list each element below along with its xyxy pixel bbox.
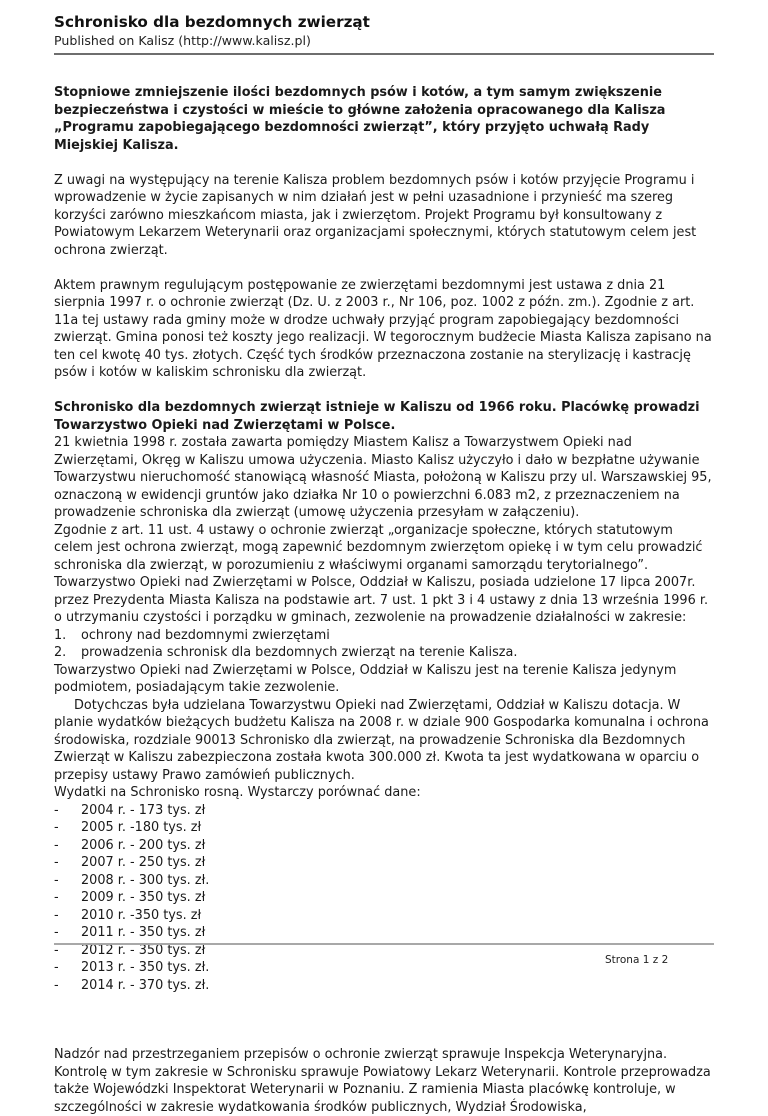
paragraph-grant: Dotychczas była udzielana Towarzystwu Opieki nad Zwierzętami, Oddział w Kaliszu dotacja. W planie wydatków bieżących budżetu Kalisza na 2008 r. w dziale 900 Gospodarka komunalna i ochrona środowiska, rozdziale 90013 Schronisko dla zwierząt, na prowadzenie Schroniska dla Bezdomnych Zwierząt w Kaliszu zabezpieczona została kwota 300.000 zł. Kwota ta jest wydatkowana w oparciu o przepisy ustawy Prawo zamówień publicznych. xyxy=(54,697,709,783)
paragraph-supervision: Nadzór nad przestrzeganiem przepisów o ochronie zwierząt sprawuje Inspekcja Weterynaryjna. Kontrolę w tym zakresie w Schronisku sprawuje Powiatowy Lekarz Weterynarii. Kontrole przeprowadza także Wojewódzki Inspektorat Weterynarii w Poznaniu. Z ramienia Miasta placówkę kontroluje, w szczególności w zakresie wydatkowania środków publicznych, Wydział Środowiska, xyxy=(54,1047,711,1115)
list-item-text: ochrony nad bezdomnymi zwierzętami xyxy=(81,627,330,643)
list-marker: - xyxy=(54,907,59,923)
list-marker: - xyxy=(54,960,59,975)
list-marker: - xyxy=(54,837,59,853)
list-item xyxy=(54,854,714,872)
source-line: Published on Kalisz (http://www.kalisz.pl) xyxy=(54,33,311,48)
paragraph-permit: Towarzystwo Opieki nad Zwierzętami w Polsce, Oddział w Kaliszu, posiada udzielone 17 lipca 2007r. przez Prezydenta Miasta Kalisza na podstawie art. 7 ust. 1 pkt 3 i 4 ustawy z dnia 13 września 1996 r. o utrzymaniu czystości i porządku w gminach, zezwolenie na prowadzenie działalności w zakresie: xyxy=(54,575,709,625)
paragraph-legal-act: Aktem prawnym regulującym postępowanie ze zwierzętami bezdomnymi jest ustawa z dnia 21 sierpnia 1997 r. o ochronie zwierząt (Dz. U. z 2003 r., Nr 106, poz. 1002 z późn. zm.). Zgodnie z art. 11a tej ustawy rada gminy może w drodze uchwały przyjąć program zapobiegający bezdomności zwierząt. Gmina ponosi też koszty jego realizacji. W tegorocznym budżecie Miasta Kalisza zapisano na ten cel kwotę 40 tys. złotych. Część tych środków przeznaczona zostanie na sterylizację i kastrację psów i kotów w kaliskim schronisku dla zwierząt. xyxy=(54,277,712,380)
list-item xyxy=(54,819,714,837)
list-item-text: 2010 r. -350 tys. zł xyxy=(81,907,202,923)
page-number: Strona 1 z 2 xyxy=(605,954,669,966)
list-item-text: 2014 r. - 370 tys. zł. xyxy=(81,977,210,993)
numbered-list xyxy=(54,627,714,662)
list-item-text: 2008 r. - 300 tys. zł. xyxy=(81,872,210,888)
list-marker: - xyxy=(54,872,59,888)
list-item xyxy=(54,977,714,995)
list-item xyxy=(54,907,714,925)
paragraph-program: Z uwagi na występujący na terenie Kalisza problem bezdomnych psów i kotów przyjęcie Programu i wprowadzenie w życie zapisanych w nim działań jest w pełni uzasadnione i przynieść ma szereg korzyści zarówno mieszkańcom miasta, jak i zwierzętom. Projekt Programu był konsultowany z Powiatowym Lekarzem Weterynarii oraz organizacjami społecznymi, których statutowym celem jest ochrona zwierząt. xyxy=(54,172,697,258)
list-item xyxy=(54,924,714,942)
list-marker: - xyxy=(54,890,59,905)
document-page xyxy=(54,0,714,1116)
list-item xyxy=(54,872,714,890)
list-item xyxy=(54,889,714,907)
list-marker: - xyxy=(54,820,59,835)
list-marker: - xyxy=(54,977,59,993)
list-marker: - xyxy=(54,925,59,940)
paragraph-law-article: Zgodnie z art. 11 ust. 4 ustawy o ochronie zwierząt „organizacje społeczne, których statutowym celem jest ochrona zwierząt, mogą zapewnić bezdomnym zwierzętom opiekę i w tym celu prowadzić schroniska dla zwierząt, w porozumieniu z właściwymi organami samorządu terytorialnego”. xyxy=(54,522,703,573)
list-item-text: 2007 r. - 250 tys. zł xyxy=(81,855,206,870)
list-item-text: 2013 r. - 350 tys. zł. xyxy=(81,960,210,975)
list-item xyxy=(54,837,714,855)
list-item xyxy=(54,644,714,662)
list-item-text: 2011 r. - 350 tys. zł xyxy=(81,925,206,940)
list-item-text: 2005 r. -180 tys. zł xyxy=(81,820,202,835)
paragraph-sole-entity: Towarzystwo Opieki nad Zwierzętami w Polsce, Oddział w Kaliszu jest na terenie Kalisza jedynym podmiotem, posiadającym takie zezwolenie. xyxy=(54,662,677,695)
document-header xyxy=(54,0,714,55)
list-item xyxy=(54,802,714,820)
lead-paragraph: Stopniowe zmniejszenie ilości bezdomnych psów i kotów, a tym samym zwiększenie bezpieczeństwa i czystości w mieście to główne założenia opracowanego dla Kalisza „Programu zapobiegającego bezdomności zwierząt”, który przyjęto uchwałą Rady Miejskiej Kalisza. xyxy=(54,85,666,153)
list-marker: - xyxy=(54,855,59,870)
list-marker: 1. xyxy=(54,627,67,643)
page-title: Schronisko dla bezdomnych zwierząt xyxy=(54,13,370,31)
list-marker: 2. xyxy=(54,645,67,660)
list-item-text: 2012 r. - 350 tys. zł xyxy=(81,942,206,958)
list-item-text: 2004 r. - 173 tys. zł xyxy=(81,802,206,818)
paragraph-expenses-intro: Wydatki na Schronisko rosną. Wystarczy porównać dane: xyxy=(54,785,421,800)
footer-divider xyxy=(54,943,714,945)
list-item-text: prowadzenia schronisk dla bezdomnych zwierząt na terenie Kalisza. xyxy=(81,645,518,660)
list-item-text: 2009 r. - 350 tys. zł xyxy=(81,890,206,905)
list-marker: - xyxy=(54,802,59,818)
list-item-text: 2006 r. - 200 tys. zł xyxy=(81,837,206,853)
list-marker: - xyxy=(54,942,59,958)
paragraph-lease-agreement: 21 kwietnia 1998 r. została zawarta pomiędzy Miastem Kalisz a Towarzystwem Opieki nad Zwierzętami, Okręg w Kaliszu umowa użyczenia. Miasto Kalisz użyczyło i dało w bezpłatne używanie Towarzystwu nieruchomość stanowiącą własność Miasta, położoną w Kaliszu przy ul. Warszawskiej 95, oznaczoną w ewidencji gruntów jako działka Nr 10 o powierzchni 6.083 m2, z przeznaczeniem na prowadzenie schroniska dla zwierząt (umowę użyczenia przesyłam w załączeniu). xyxy=(54,435,712,520)
section-heading: Schronisko dla bezdomnych zwierząt istnieje w Kaliszu od 1966 roku. Placówkę prowadzi Towarzystwo Opieki nad Zwierzętami w Polsce. xyxy=(54,400,700,433)
list-item xyxy=(54,627,714,645)
